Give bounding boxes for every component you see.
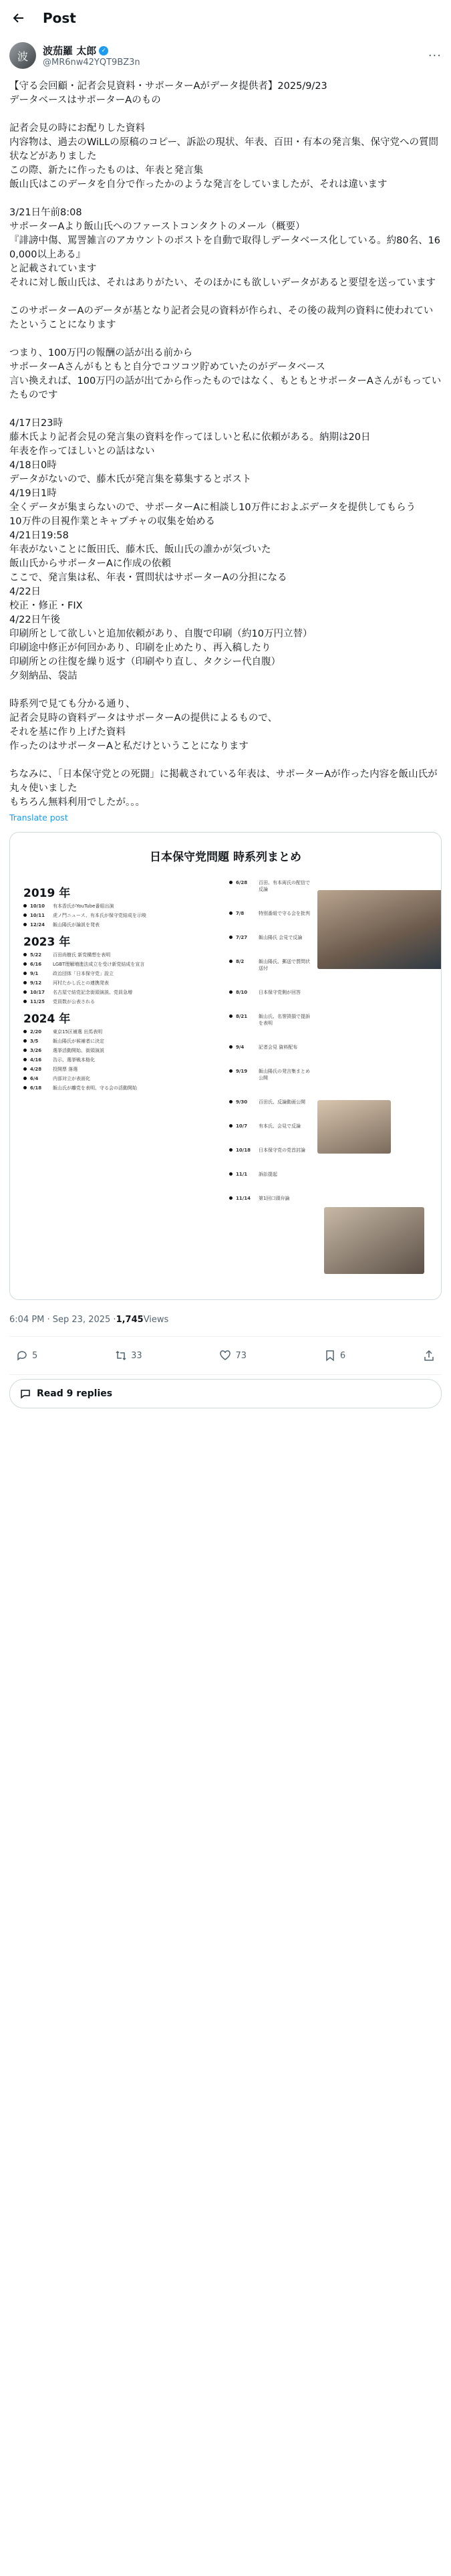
event-text: 投開票 落選 bbox=[53, 1067, 78, 1072]
event-text: 飯山陽氏の発言集まとめ公開 bbox=[259, 1069, 310, 1081]
timeline-dot-icon bbox=[229, 936, 233, 939]
event-date: 10/10 bbox=[30, 903, 45, 909]
post-time[interactable]: 6:04 PM · Sep 23, 2025 · bbox=[9, 1314, 116, 1325]
event-date: 9/30 bbox=[236, 1099, 248, 1105]
timeline-year: 2019 年 bbox=[23, 887, 71, 900]
event-text: 飯山氏が離党を表明、守る会の活動開始 bbox=[53, 1085, 137, 1091]
event-text: 飯山陽氏、郵送で質問状送付 bbox=[259, 959, 310, 971]
event-date: 11/1 bbox=[236, 1172, 248, 1177]
timeline-dot-icon bbox=[23, 981, 27, 984]
event-date: 7/27 bbox=[236, 935, 248, 940]
timeline-event bbox=[23, 912, 217, 919]
event-text: 飯山陽氏 会見で反論 bbox=[259, 935, 303, 940]
timeline-event bbox=[229, 1147, 313, 1154]
timeline-dot-icon bbox=[229, 990, 233, 994]
timeline-dot-icon bbox=[23, 1067, 27, 1071]
event-text: 飯山氏、名誉毀損で提訴を表明 bbox=[259, 1014, 310, 1026]
event-text: 特別番組で守る会を批判 bbox=[259, 911, 310, 916]
event-text: 第1回口頭弁論 bbox=[259, 1196, 290, 1201]
event-text: 百田氏、反論動画公開 bbox=[259, 1099, 305, 1105]
timeline-dot-icon bbox=[229, 1196, 233, 1200]
event-text: 日本保守党の党首討論 bbox=[259, 1148, 305, 1153]
timeline-event bbox=[229, 1013, 313, 1027]
event-text: 飯山陽氏が論説を発表 bbox=[53, 922, 100, 928]
event-date: 9/4 bbox=[236, 1045, 245, 1050]
event-date: 11/14 bbox=[236, 1196, 251, 1201]
timeline-event bbox=[23, 1038, 217, 1045]
event-date: 10/7 bbox=[236, 1123, 248, 1129]
event-text: 選挙活動開始、街頭演説 bbox=[53, 1048, 104, 1053]
timeline-dot-icon bbox=[23, 1030, 27, 1033]
event-text: 虎ノ門ニュース、有本氏が保守党結成を示唆 bbox=[53, 913, 146, 918]
event-text: 日本保守党側が回答 bbox=[259, 990, 301, 995]
timeline-event bbox=[229, 1171, 313, 1178]
timeline-event bbox=[23, 970, 217, 977]
event-date: 8/10 bbox=[236, 990, 248, 995]
timeline-event bbox=[23, 1047, 217, 1054]
event-text: 河村たかし氏との連携発表 bbox=[53, 980, 109, 986]
page-title: Post bbox=[43, 9, 76, 26]
event-date: 11/25 bbox=[30, 999, 45, 1004]
top-bar bbox=[0, 0, 451, 35]
verified-badge-icon: ✓ bbox=[99, 46, 108, 56]
event-date: 8/21 bbox=[236, 1014, 248, 1019]
event-text: 訴訟提起 bbox=[259, 1172, 277, 1177]
repost-button[interactable] bbox=[115, 1350, 142, 1362]
timeline-dot-icon bbox=[229, 881, 233, 884]
timeline-event bbox=[229, 1068, 313, 1081]
timeline-event bbox=[229, 934, 313, 941]
timeline-dot-icon bbox=[23, 953, 27, 956]
timeline-event bbox=[229, 910, 313, 917]
display-name[interactable]: 波茄羅 太郎 bbox=[43, 45, 97, 57]
share-icon bbox=[423, 1350, 435, 1362]
image-photo-2 bbox=[317, 1100, 391, 1154]
event-text: 告示、選挙戦本格化 bbox=[53, 1057, 95, 1063]
timeline-event bbox=[23, 952, 217, 958]
event-text: 党員数が公表される bbox=[53, 999, 95, 1004]
reply-button[interactable] bbox=[16, 1350, 37, 1362]
event-text: 名古屋で結党記念街頭演説、党員急増 bbox=[53, 990, 132, 995]
timeline-dot-icon bbox=[229, 1172, 233, 1176]
timeline-event bbox=[23, 1057, 217, 1063]
event-date: 8/2 bbox=[236, 959, 245, 964]
timeline-event bbox=[23, 903, 217, 909]
timeline-event bbox=[23, 1085, 217, 1091]
timeline-dot-icon bbox=[23, 1077, 27, 1080]
reply-count: 5 bbox=[32, 1350, 38, 1361]
timeline-event bbox=[229, 1044, 313, 1051]
event-text: LGBT理解増進法成立を受け新党結成を宣言 bbox=[53, 962, 145, 967]
event-date: 5/22 bbox=[30, 952, 42, 958]
timeline-dot-icon bbox=[23, 1058, 27, 1061]
event-date: 12/24 bbox=[30, 922, 45, 928]
timeline-event bbox=[229, 1123, 313, 1130]
timeline-dot-icon bbox=[23, 1086, 27, 1089]
image-left-column bbox=[23, 879, 217, 1094]
timeline-dot-icon bbox=[229, 911, 233, 915]
bookmark-count: 6 bbox=[339, 1350, 346, 1361]
timeline-event bbox=[23, 989, 217, 996]
timeline-dot-icon bbox=[229, 1100, 233, 1103]
heart-icon bbox=[219, 1350, 231, 1362]
timeline-dot-icon bbox=[23, 1000, 27, 1003]
timeline-event bbox=[229, 1195, 313, 1202]
event-date: 4/28 bbox=[30, 1067, 42, 1072]
timeline-dot-icon bbox=[229, 1014, 233, 1018]
author-handle[interactable]: @MR6nw42YQT9BZ3n bbox=[43, 58, 140, 68]
more-options-icon[interactable]: ··· bbox=[428, 48, 442, 63]
event-text: 百田、有本両氏の配信で反論 bbox=[259, 880, 310, 892]
image-title: 日本保守党問題 時系列まとめ bbox=[150, 851, 301, 864]
event-text: 東京15区補選 出馬表明 bbox=[53, 1029, 103, 1035]
read-replies-button[interactable] bbox=[9, 1379, 442, 1408]
timeline-dot-icon bbox=[229, 960, 233, 963]
event-date: 6/28 bbox=[236, 880, 248, 885]
avatar-initial: 波 bbox=[17, 49, 28, 63]
event-date: 6/18 bbox=[30, 1085, 42, 1091]
event-date: 6/4 bbox=[30, 1076, 39, 1081]
event-text: 内部対立が表面化 bbox=[53, 1076, 90, 1081]
translate-link[interactable]: Translate post bbox=[9, 813, 68, 823]
timeline-dot-icon bbox=[23, 1049, 27, 1052]
timeline-event bbox=[23, 1029, 217, 1035]
timeline-dot-icon bbox=[23, 962, 27, 966]
repost-icon bbox=[115, 1350, 127, 1362]
view-count: 1,745 bbox=[116, 1314, 144, 1325]
like-count: 73 bbox=[235, 1350, 247, 1361]
repost-count: 33 bbox=[131, 1350, 142, 1361]
event-date: 6/16 bbox=[30, 962, 42, 967]
event-date: 3/5 bbox=[30, 1039, 39, 1044]
event-date: 10/17 bbox=[30, 990, 45, 995]
event-date: 10/18 bbox=[236, 1148, 251, 1153]
event-text: 有本氏、会見で反論 bbox=[259, 1123, 301, 1129]
divider bbox=[9, 1374, 442, 1375]
event-text: 百田尚樹氏 新党構想を表明 bbox=[53, 952, 111, 958]
action-bar bbox=[0, 1337, 451, 1374]
event-date: 2/20 bbox=[30, 1029, 42, 1035]
timeline-event bbox=[229, 958, 313, 972]
timeline-event bbox=[229, 879, 313, 893]
timeline-event bbox=[23, 922, 217, 928]
avatar[interactable] bbox=[9, 42, 36, 69]
image-photo-1 bbox=[317, 890, 442, 969]
timeline-event bbox=[23, 998, 217, 1005]
post-meta bbox=[0, 1300, 451, 1329]
timeline-dot-icon bbox=[23, 904, 27, 907]
timeline-dot-icon bbox=[229, 1124, 233, 1128]
event-text: 飯山陽氏が候補者に決定 bbox=[53, 1039, 104, 1044]
event-date: 9/1 bbox=[30, 971, 39, 976]
timeline-year: 2024 年 bbox=[23, 1012, 71, 1026]
event-text: 有本香氏がYouTube番組出演 bbox=[53, 903, 114, 909]
timeline-event bbox=[23, 961, 217, 968]
event-date: 3/26 bbox=[30, 1048, 42, 1053]
read-replies-label: Read 9 replies bbox=[37, 1388, 113, 1399]
timeline-dot-icon bbox=[229, 1045, 233, 1049]
timeline-dot-icon bbox=[23, 1039, 27, 1043]
image-photo-3 bbox=[324, 1207, 424, 1274]
event-date: 4/16 bbox=[30, 1057, 42, 1063]
timeline-event bbox=[23, 980, 217, 986]
display-name-row bbox=[43, 43, 428, 58]
like-button[interactable] bbox=[219, 1350, 247, 1362]
timeline-event bbox=[23, 1066, 217, 1073]
timeline-dot-icon bbox=[23, 972, 27, 975]
post-image[interactable] bbox=[9, 832, 442, 1300]
views-label: Views bbox=[143, 1314, 169, 1325]
event-date: 9/12 bbox=[30, 980, 42, 986]
timeline-dot-icon bbox=[23, 914, 27, 917]
author-row bbox=[0, 35, 451, 72]
timeline-event bbox=[229, 989, 313, 996]
timeline-event bbox=[229, 1099, 313, 1105]
reply-icon bbox=[16, 1350, 28, 1362]
timeline-year: 2023 年 bbox=[23, 936, 71, 949]
timeline-event bbox=[23, 1075, 217, 1082]
author-names bbox=[43, 43, 428, 68]
bookmark-icon bbox=[324, 1350, 336, 1362]
event-text: 記者会見 資料配布 bbox=[259, 1045, 298, 1050]
event-date: 10/11 bbox=[30, 913, 45, 918]
post-text: 【守る会回顧・記者会見資料・サポーターAがデータ提供者】2025/9/23 データベースはサポーターAのもの 記者会見の時にお配りした資料 内容物は、過去のWiLLの原稿のコピー、訴訟の現状、年表、百田・有本の発言集、保守党への質問状などがありました この際、新たに作ったものは、年表と発言集 飯山氏はこのデータを自分で作ったかのような発言をしていましたが、それは違います 3/21日午前8:08 サポーターAより飯山氏へのファーストコンタクトのメール（概要） 『誹謗中傷、罵詈雑言のアカウントのポストを自動で取得しデータベース化している。約80名、160,000以上ある』 と記載されています それに対し飯山氏は、それはありがたい、そのほかにも欲しいデータがあると要望を送っています このサポーターAのデータが基となり記者会見の資料が作られ、その後の裁判の資料に使われていたということになります つまり、100万円の報酬の話が出る前から サポーターAさんがもともと自分でコツコツ貯めていたのがデータベース 言い換えれば、100万円の話が出てから作ったものではなく、もともとサポーターAさんがもっていたものです 4/17日23時 藤木氏より記者会見の発言集の資料を作ってほしいと私に依頼がある。納期は20日 年表を作ってほしいとの話はない 4/18日0時 データがないので、藤木氏が発言集を募集するとポスト 4/19日1時 全くデータが集まらないので、サポーターAに相談し10万件におよぶデータを提供してもらう 10万件の目視作業とキャプチャの収集を始める 4/21日19:58 年表がないことに飯田氏、藤木氏、飯山氏の誰かが気づいた 飯山氏からサポーターAに作成の依頼 ここで、発言集は私、年表・質問状はサポーターAの分担になる 4/22日 校正・修正・FIX 4/22日午後 印刷所として欲しいと追加依頼があり、自腹で印刷（約10万円立替） 印刷途中修正が何回かあり、印刷を止めたり、再入稿したり 印刷所との往復を繰り返す（印刷やり直し、タクシー代自腹） 夕刻納品、袋詰 時系列で見ても分かる通り、 記者会見時の資料データはサポーターAの提供によるもので、 それを基に作り上げた資料 作ったのはサポーターAと私だけということになります ちなみに、「日本保守党との死闘」に掲載されている年表は、サポーターAが作った内容を飯山氏が丸々使いました もちろん無料利用でしたが。。。 bbox=[9, 81, 442, 808]
bookmark-button[interactable] bbox=[324, 1350, 345, 1362]
timeline-dot-icon bbox=[23, 923, 27, 926]
share-button[interactable] bbox=[423, 1350, 435, 1362]
event-date: 7/8 bbox=[236, 911, 245, 916]
event-text: 政治団体「日本保守党」設立 bbox=[53, 971, 114, 976]
timeline-dot-icon bbox=[229, 1069, 233, 1073]
timeline-dot-icon bbox=[23, 990, 27, 994]
event-date: 9/19 bbox=[236, 1069, 248, 1074]
timeline-dot-icon bbox=[229, 1148, 233, 1152]
back-arrow-icon[interactable] bbox=[9, 9, 28, 27]
chat-bubble-icon bbox=[19, 1388, 31, 1400]
